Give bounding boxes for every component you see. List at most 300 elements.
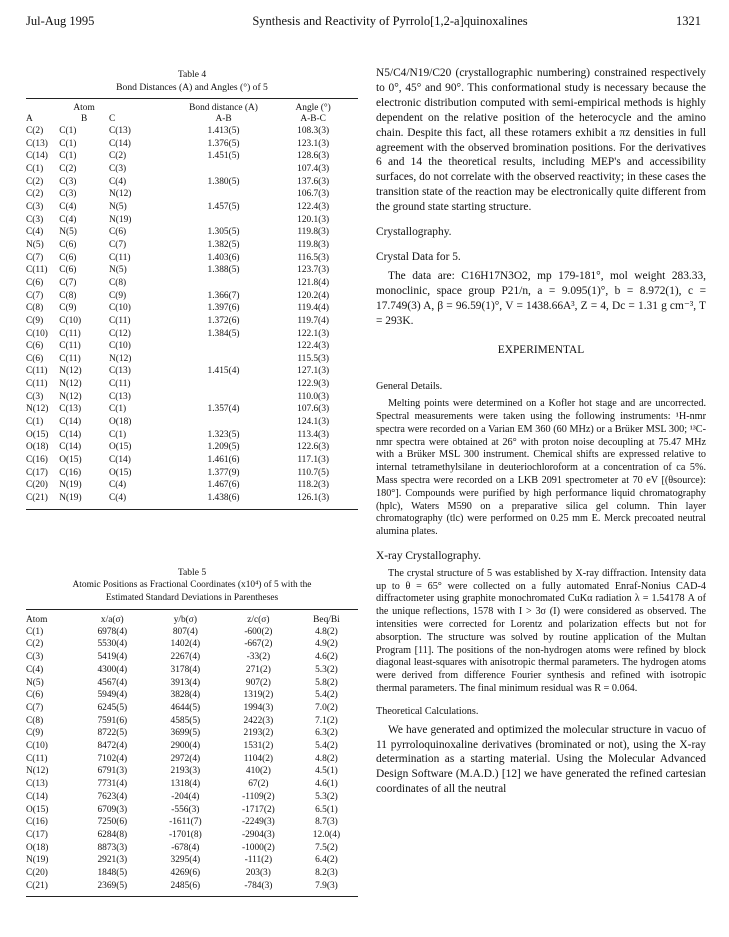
- table-cell: -2904(3): [241, 829, 275, 840]
- table-cell: N(12): [26, 404, 49, 415]
- table-cell: 907(2): [245, 677, 271, 688]
- table-cell: C(11): [26, 265, 48, 276]
- table4-col-a: A: [26, 114, 33, 124]
- table-row: [26, 467, 358, 480]
- table-cell: O(15): [59, 455, 82, 466]
- table-row: [26, 651, 358, 664]
- table-cell: N(5): [26, 677, 44, 688]
- table-cell: 4.8(2): [315, 626, 338, 637]
- table-cell: C(14): [108, 138, 131, 149]
- table-cell: 12.0(4): [312, 829, 341, 840]
- table-cell: -678(4): [171, 842, 200, 853]
- table-cell: 7.9(3): [315, 880, 338, 891]
- table-cell: 8472(4): [97, 741, 128, 752]
- table-cell: C(11): [26, 366, 48, 377]
- table-cell: C(6): [26, 277, 44, 288]
- table-cell: 3828(4): [170, 690, 201, 701]
- table-row: [26, 638, 358, 651]
- table-cell: 122.6(3): [297, 442, 330, 453]
- table-cell: 124.1(3): [297, 417, 330, 428]
- table-cell: 4.5(1): [315, 766, 338, 777]
- table-row: [26, 252, 358, 265]
- table-cell: N(5): [108, 265, 127, 276]
- table-cell: 1.457(5): [207, 201, 240, 212]
- table-row: [26, 315, 358, 328]
- table-cell: 116.5(3): [297, 252, 329, 263]
- table-cell: 2900(4): [170, 741, 201, 752]
- table-cell: [179, 340, 269, 353]
- table-cell: 3913(4): [170, 677, 201, 688]
- table-cell: N(5): [59, 227, 77, 238]
- table-row: [26, 353, 358, 366]
- table-cell: 2193(3): [170, 766, 201, 777]
- table-cell: C(8): [59, 290, 77, 301]
- table-row: [26, 664, 358, 677]
- table-cell: C(7): [26, 290, 44, 301]
- table-cell: C(1): [59, 138, 77, 149]
- table-cell: C(7): [108, 239, 127, 250]
- table-cell: O(15): [26, 429, 49, 440]
- table5: [26, 614, 358, 893]
- table-cell: -204(4): [171, 791, 200, 802]
- table-cell: C(4): [108, 176, 127, 187]
- table-cell: -556(3): [171, 804, 200, 815]
- table-cell: N(5): [108, 201, 127, 212]
- table-cell: C(1): [59, 151, 77, 162]
- table-cell: C(2): [108, 151, 127, 162]
- table4-col-ab: A-B: [215, 114, 232, 124]
- theoretical-paragraph: We have generated and optimized the molecular structure in vacuo of 11 pyrroloquinoxaline derivatives (brominated or not), using the X-ray determination as a starting material. Using the Molecular Advanced Design Software (M.A.D.) [12] we have generated the refined cartesian coordinates of all the neutral: [376, 723, 706, 796]
- table-cell: 7.1(2): [315, 715, 338, 726]
- table-cell: 67(2): [248, 779, 269, 790]
- table-cell: 123.7(3): [297, 265, 330, 276]
- table-cell: [179, 416, 269, 429]
- table-cell: C(9): [26, 315, 44, 326]
- table-cell: 1848(5): [97, 868, 128, 879]
- table-row: [26, 302, 358, 315]
- table-cell: C(7): [26, 702, 44, 713]
- table-cell: 2921(3): [97, 855, 128, 866]
- table-cell: O(15): [108, 467, 132, 478]
- table-cell: 123.1(3): [297, 138, 330, 149]
- table-cell: 7.0(2): [315, 702, 338, 713]
- table-cell: C(1): [26, 626, 44, 637]
- table-cell: 119.7(4): [297, 315, 329, 326]
- table-cell: C(13): [108, 126, 131, 136]
- table-cell: N(12): [26, 766, 49, 777]
- table-cell: 1.388(5): [207, 265, 240, 276]
- table-cell: C(10): [108, 341, 131, 352]
- table-row: [26, 328, 358, 341]
- table-cell: [179, 277, 269, 290]
- table-cell: C(9): [26, 728, 44, 739]
- table-row: [26, 791, 358, 804]
- table-cell: 119.4(4): [297, 303, 329, 314]
- table-cell: 7731(4): [97, 779, 128, 790]
- table-cell: 4585(5): [170, 715, 201, 726]
- table-cell: C(3): [108, 163, 127, 174]
- table5-top-rule: [26, 609, 358, 610]
- table-cell: 6284(8): [97, 829, 128, 840]
- running-header-date: Jul-Aug 1995: [26, 14, 95, 28]
- table-cell: 4.6(2): [315, 652, 338, 663]
- table-row: [26, 214, 358, 227]
- table-row: [26, 689, 358, 702]
- table-cell: 122.4(3): [297, 341, 330, 352]
- table-cell: 5.3(2): [315, 791, 338, 802]
- table-cell: 7.5(2): [315, 842, 338, 853]
- table-row: [26, 365, 358, 378]
- table-cell: 271(2): [245, 664, 271, 675]
- table-cell: 7623(4): [97, 791, 128, 802]
- table-cell: C(1): [26, 163, 44, 174]
- table-cell: 6.5(1): [315, 804, 338, 815]
- table-cell: 110.7(5): [297, 467, 329, 478]
- table-cell: [179, 188, 269, 201]
- table4-top-rule: [26, 98, 358, 99]
- table-cell: C(2): [26, 639, 44, 650]
- table-cell: 107.4(3): [297, 163, 330, 174]
- table-cell: O(18): [26, 842, 49, 853]
- table-cell: C(16): [26, 455, 48, 466]
- table-cell: C(11): [108, 252, 131, 263]
- conformational-paragraph: N5/C4/N19/C20 (crystallographic numbering) constrained respectively to 0°, 45° and 90°. This conformational study is necessary because the electronic distribution computed with semi-empirical methods is highly dependent on the relative position of the heterocycle and the amino chain. Despite this fact, all these rotamers exhibit a πz densities in full agreement with the observed bromination positions. For the derivatives 6 and 14 the theoretical results, including MEP's and accessibility surfaces, do not correlate with the observed reactivity; in these cases the transition state of the reaction may be electronically quite different from the ground state starting structure.: [376, 67, 706, 214]
- table-cell: 807(4): [172, 626, 198, 637]
- table-cell: C(16): [26, 817, 48, 828]
- table-cell: 2193(2): [243, 728, 274, 739]
- table-cell: 3699(5): [170, 728, 201, 739]
- table-cell: O(15): [26, 804, 49, 815]
- table-cell: 1.377(9): [207, 467, 240, 478]
- table-cell: -33(2): [246, 652, 271, 663]
- table-cell: 4.8(2): [315, 753, 338, 764]
- table-cell: C(8): [108, 277, 127, 288]
- table-row: [26, 842, 358, 855]
- xray-heading: X-ray Crystallography.: [376, 549, 481, 562]
- table-cell: C(2): [26, 126, 44, 136]
- table5-caption-line1: Atomic Positions as Fractional Coordinates (x10⁴) of 5 with the: [72, 579, 312, 590]
- table-cell: 1.366(7): [207, 290, 240, 301]
- table-cell: C(8): [26, 715, 44, 726]
- crystal-data-heading: Crystal Data for 5.: [376, 250, 461, 263]
- table-cell: C(3): [59, 176, 77, 187]
- table-row: [26, 226, 358, 239]
- table-cell: 1.209(5): [207, 442, 240, 453]
- table-cell: C(2): [59, 163, 77, 174]
- table4-head-atom: Atom: [73, 103, 95, 113]
- table-cell: 1318(4): [170, 779, 201, 790]
- table-cell: -784(3): [244, 880, 273, 891]
- table-cell: N(12): [59, 391, 82, 402]
- theoretical-heading: Theoretical Calculations.: [376, 705, 479, 717]
- table-cell: 1994(3): [243, 702, 274, 713]
- table-cell: 1531(2): [243, 741, 274, 752]
- table-cell: C(11): [26, 753, 48, 764]
- table-cell: 119.8(3): [297, 227, 329, 238]
- crystallography-heading: Crystallography.: [376, 226, 452, 239]
- table-row: [26, 391, 358, 404]
- table-row: [26, 715, 358, 728]
- table-cell: N(12): [59, 366, 82, 377]
- table-cell: C(6): [59, 252, 77, 263]
- table-cell: C(3): [59, 189, 77, 200]
- table-cell: 1.403(6): [207, 252, 240, 263]
- table-cell: -1109(2): [242, 791, 275, 802]
- table-row: [26, 740, 358, 753]
- table-cell: 107.6(3): [297, 404, 330, 415]
- table-cell: C(6): [59, 239, 77, 250]
- table-cell: C(14): [108, 455, 131, 466]
- left-column: [26, 68, 358, 901]
- table-cell: 120.2(4): [297, 290, 330, 301]
- table4-title: Table 4: [177, 69, 207, 80]
- table-cell: -2249(3): [241, 817, 275, 828]
- table-cell: C(10): [26, 741, 48, 752]
- table5-header-cell: x/a(σ): [100, 614, 124, 625]
- table-cell: 1.413(5): [207, 126, 240, 136]
- table-row: [26, 125, 358, 138]
- table-row: [26, 867, 358, 880]
- table-cell: 122.1(3): [297, 328, 330, 339]
- table-cell: 7250(6): [97, 817, 128, 828]
- table-cell: C(1): [108, 429, 127, 440]
- table-cell: 7591(6): [97, 715, 128, 726]
- table-cell: 5419(4): [97, 652, 128, 663]
- table-cell: -667(2): [244, 639, 273, 650]
- table-row: [26, 492, 358, 505]
- table-row: [26, 702, 358, 715]
- table-cell: 6.4(2): [315, 855, 338, 866]
- table-cell: [179, 391, 269, 404]
- table-cell: C(4): [108, 493, 127, 504]
- table-row: [26, 727, 358, 740]
- table4-body: [26, 125, 358, 505]
- table-cell: C(11): [108, 315, 131, 326]
- table-cell: C(6): [26, 690, 44, 701]
- table-cell: C(7): [59, 277, 77, 288]
- table-cell: 203(3): [245, 868, 271, 879]
- table5-body: [26, 626, 358, 893]
- table-cell: 8.2(3): [315, 868, 338, 879]
- table-row: [26, 765, 358, 778]
- table-cell: O(18): [108, 417, 132, 428]
- table-cell: N(12): [59, 379, 82, 390]
- table-cell: N(5): [26, 239, 44, 250]
- table-row: [26, 829, 358, 842]
- table-cell: C(13): [26, 138, 48, 149]
- table-cell: C(6): [26, 353, 44, 364]
- table-cell: 126.1(3): [297, 493, 330, 504]
- table-cell: C(6): [26, 341, 44, 352]
- table-cell: N(12): [108, 353, 132, 364]
- table-cell: -1000(2): [241, 842, 275, 853]
- table-row: [26, 264, 358, 277]
- table-row: [26, 290, 358, 303]
- table-cell: C(12): [108, 328, 131, 339]
- table-cell: C(8): [26, 303, 44, 314]
- general-details-paragraph: Melting points were determined on a Kofler hot stage and are uncorrected. Spectral measurements were taken using the following instruments: ¹H-nmr spectra were recorded on a Varian EM 360 (60 MHz) or a Brüker MSL 300; ¹³C-nmr spectra were obtained at 26° with proton noise decoupling at 75.47 MHz with a Brüker MSL 300 instrument. Chemical shifts are expressed relative to internal tetramethylsilane in deuteriochloroform at a concentration of ca 5%. Mass spectra were recorded on a LKB 2091 spectrometer at 70 eV [(θsource): 180°]. Compounds were purified by high performance liquid chromatography (hplc), Waters M590 on a preparative silica gel column. Thin layer chromatography (tlc) were performed on 0.25 mm E. Merck precoated neutral alumina plates.: [376, 398, 706, 538]
- table-cell: 1.384(5): [207, 328, 240, 339]
- table-cell: C(13): [26, 779, 48, 790]
- table5-header-cell: z/c(σ): [247, 614, 270, 625]
- table5-bottom-rule: [26, 896, 358, 897]
- table-cell: 1.380(5): [207, 176, 240, 187]
- table-cell: C(13): [59, 404, 82, 415]
- table-cell: 119.8(3): [297, 239, 329, 250]
- table-cell: C(10): [26, 328, 48, 339]
- table-row: [26, 138, 358, 151]
- table-cell: O(15): [108, 442, 132, 453]
- table-cell: 127.1(3): [297, 366, 330, 377]
- table-cell: 8722(5): [97, 728, 128, 739]
- table-cell: C(6): [59, 265, 77, 276]
- table-cell: C(1): [59, 126, 77, 136]
- table4: [26, 103, 358, 505]
- table-row: [26, 880, 358, 893]
- table-cell: 106.7(3): [297, 189, 330, 200]
- table-cell: C(21): [26, 493, 48, 504]
- table-cell: N(19): [26, 855, 49, 866]
- table-cell: C(3): [26, 652, 44, 663]
- table-row: [26, 429, 358, 442]
- table5-header-cell: y/b(σ): [173, 614, 197, 625]
- table-cell: [179, 214, 269, 227]
- table-cell: [179, 378, 269, 391]
- table-cell: 4644(5): [170, 702, 201, 713]
- table-row: [26, 239, 358, 252]
- table-cell: C(4): [108, 480, 127, 491]
- table-cell: 1.357(4): [207, 404, 240, 415]
- table-cell: N(19): [59, 493, 82, 504]
- table4-col-abc: A-B-C: [300, 114, 326, 124]
- table-cell: 1.397(6): [207, 303, 240, 314]
- table-cell: C(1): [26, 417, 44, 428]
- table-cell: C(13): [108, 366, 131, 377]
- table4-bottom-rule: [26, 509, 358, 510]
- table-cell: C(20): [26, 868, 48, 879]
- table-cell: 1.372(6): [207, 315, 240, 326]
- table-cell: C(4): [59, 214, 77, 225]
- table-cell: 4300(4): [97, 664, 128, 675]
- table-row: [26, 677, 358, 690]
- table-cell: C(10): [59, 315, 82, 326]
- table-cell: C(21): [26, 880, 48, 891]
- table-cell: 2422(3): [243, 715, 274, 726]
- table-cell: C(11): [59, 328, 81, 339]
- table-cell: 6245(5): [97, 702, 128, 713]
- table-cell: 108.3(3): [297, 126, 330, 136]
- table-cell: 122.4(3): [297, 201, 330, 212]
- table-cell: 2972(4): [170, 753, 201, 764]
- table-cell: C(4): [26, 227, 44, 238]
- table4-head-bond: Bond distance (A): [189, 103, 258, 113]
- table-cell: C(3): [26, 201, 44, 212]
- table-row: [26, 378, 358, 391]
- table-cell: C(13): [108, 391, 131, 402]
- table-cell: 115.5(3): [297, 353, 329, 364]
- table-cell: 121.8(4): [297, 277, 330, 288]
- table-cell: [179, 163, 269, 176]
- table-cell: 5530(4): [97, 639, 128, 650]
- table-row: [26, 479, 358, 492]
- table-cell: 6709(3): [97, 804, 128, 815]
- table-cell: N(19): [108, 214, 132, 225]
- table-cell: 6791(3): [97, 766, 128, 777]
- table-cell: C(14): [26, 791, 48, 802]
- table-cell: C(2): [26, 176, 44, 187]
- table-row: [26, 340, 358, 353]
- table-cell: C(4): [59, 201, 77, 212]
- table-cell: C(11): [108, 379, 131, 390]
- table-cell: 122.9(3): [297, 379, 330, 390]
- table-cell: 1.451(5): [207, 151, 240, 162]
- table-cell: -111(2): [244, 855, 273, 866]
- table-cell: C(11): [59, 353, 81, 364]
- table-cell: 137.6(3): [297, 176, 330, 187]
- table-row: [26, 804, 358, 817]
- table-cell: 1402(4): [170, 639, 201, 650]
- page-number: 1321: [676, 14, 701, 28]
- table-cell: 1.438(6): [207, 493, 240, 504]
- table-cell: -1717(2): [241, 804, 275, 815]
- table-cell: C(4): [26, 664, 44, 675]
- table-row: [26, 416, 358, 429]
- table-cell: N(19): [59, 480, 82, 491]
- experimental-heading: EXPERIMENTAL: [497, 343, 585, 356]
- table-cell: C(16): [59, 467, 82, 478]
- table-cell: 5.8(2): [315, 677, 338, 688]
- table-cell: N(12): [108, 189, 132, 200]
- table-cell: 120.1(3): [297, 214, 330, 225]
- table-cell: C(11): [59, 341, 81, 352]
- table-cell: C(6): [108, 227, 127, 238]
- table-cell: 1.467(6): [207, 480, 240, 491]
- table-cell: 6978(4): [97, 626, 128, 637]
- table-row: [26, 753, 358, 766]
- table-cell: 6.3(2): [315, 728, 338, 739]
- table-cell: 1104(2): [243, 753, 274, 764]
- table-cell: 5.3(2): [315, 664, 338, 675]
- table-cell: 128.6(3): [297, 151, 330, 162]
- table-cell: C(11): [26, 379, 48, 390]
- table-cell: 110.0(3): [297, 391, 329, 402]
- table-cell: C(14): [59, 417, 82, 428]
- table-cell: C(14): [59, 429, 82, 440]
- table-cell: C(3): [26, 214, 44, 225]
- table-cell: 1.415(4): [207, 366, 240, 377]
- table-row: [26, 150, 358, 163]
- table-cell: C(14): [59, 442, 82, 453]
- table-cell: 3178(4): [170, 664, 201, 675]
- table-row: [26, 626, 358, 639]
- table-cell: C(7): [26, 252, 44, 263]
- table-row: [26, 188, 358, 201]
- table-cell: C(20): [26, 480, 48, 491]
- table5-title: Table 5: [177, 566, 207, 578]
- table-row: [26, 277, 358, 290]
- table-row: [26, 778, 358, 791]
- table-cell: [179, 353, 269, 366]
- table-cell: 2485(6): [170, 880, 201, 891]
- table-cell: -600(2): [244, 626, 273, 637]
- table-cell: C(17): [26, 467, 48, 478]
- table-row: [26, 201, 358, 214]
- table4-caption: Bond Distances (A) and Angles (°) of 5: [116, 82, 268, 93]
- table-row: [26, 454, 358, 467]
- table-cell: 2369(5): [97, 880, 128, 891]
- table-cell: 7102(4): [97, 753, 128, 764]
- general-details-heading: General Details.: [376, 381, 443, 393]
